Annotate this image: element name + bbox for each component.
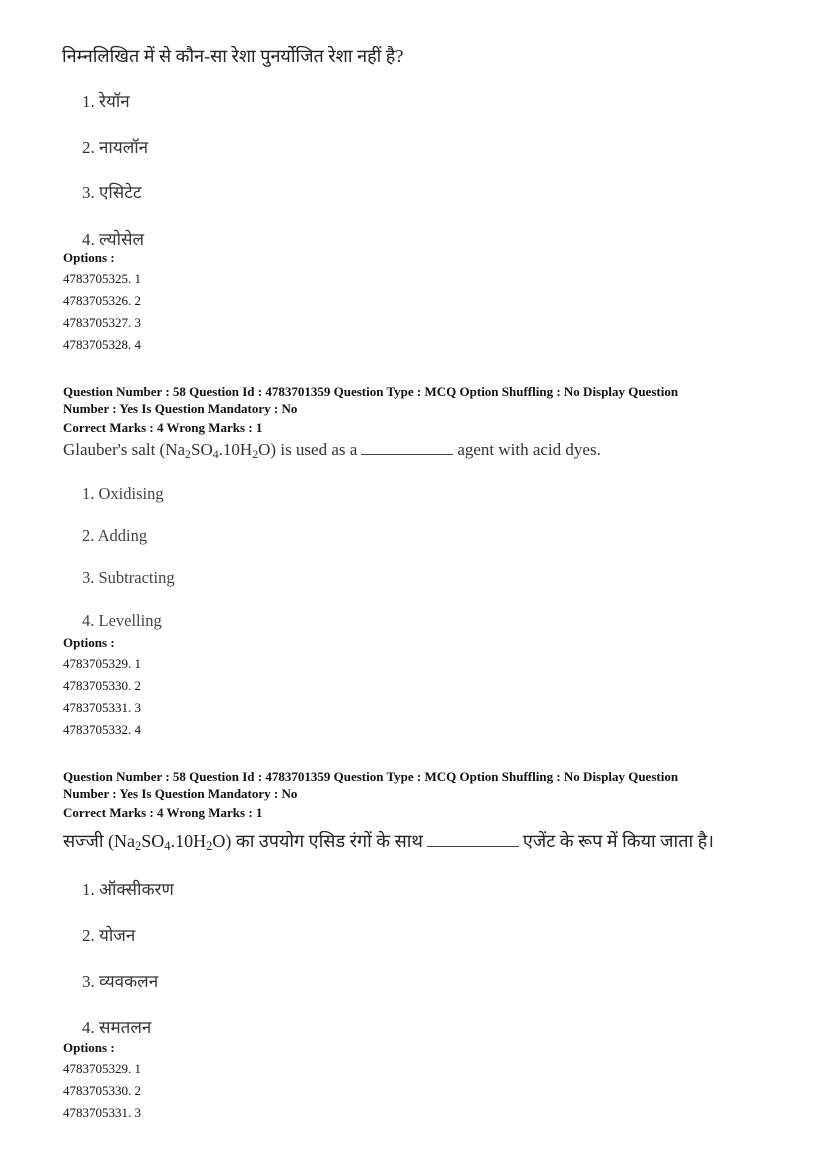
choice-2: 2. Adding (82, 526, 148, 545)
blank-line (427, 834, 519, 847)
question-text-hindi-2: सज्जी $(Na_2SO_4.10H_2O)$ का उपयोग एसिड रंगों के साथ एजेंट के रूप में किया जाता है। (63, 831, 714, 853)
choice-3: 3. Subtracting (82, 568, 175, 587)
blank-line (361, 442, 453, 455)
marks-line: Correct Marks : 4 Wrong Marks : 1 (63, 420, 263, 435)
option-id: 4783705325. 1 (63, 271, 141, 286)
question-text-english: Glauber's salt $(Na_2SO_4.10H_2O)$ is used as a agent with acid dyes. (63, 440, 601, 461)
choice-2: 2. योजन (82, 926, 136, 945)
marks-line: Correct Marks : 4 Wrong Marks : 1 (63, 805, 263, 820)
option-id: 4783705332. 4 (63, 722, 141, 737)
choice-3: 3. व्यवकलन (82, 972, 159, 991)
option-id: 4783705330. 2 (63, 678, 141, 693)
choice-4: 4. Levelling (82, 611, 162, 630)
option-id: 4783705329. 1 (63, 656, 141, 671)
option-id: 4783705329. 1 (63, 1061, 141, 1076)
choice-2: 2. नायलॉन (82, 138, 149, 157)
choice-4: 4. समतलन (82, 1018, 152, 1037)
options-label: Options : (63, 250, 115, 265)
options-label: Options : (63, 1040, 115, 1055)
option-id: 4783705328. 4 (63, 337, 141, 352)
choice-1: 1. Oxidising (82, 484, 164, 503)
option-id: 4783705331. 3 (63, 1105, 141, 1120)
question-meta: Number : Yes Is Question Mandatory : No (63, 401, 298, 416)
option-id: 4783705327. 3 (63, 315, 141, 330)
choice-1: 1. रेयॉन (82, 92, 130, 111)
question-meta: Question Number : 58 Question Id : 4783701359 Question Type : MCQ Option Shuffling : No Display Question (63, 384, 679, 399)
question-meta: Question Number : 58 Question Id : 4783701359 Question Type : MCQ Option Shuffling : No Display Question (63, 769, 679, 784)
choice-4: 4. ल्योसेल (82, 230, 145, 249)
choice-1: 1. ऑक्सीकरण (82, 880, 174, 899)
choice-3: 3. एसिटेट (82, 183, 142, 202)
question-meta: Number : Yes Is Question Mandatory : No (63, 786, 298, 801)
option-id: 4783705330. 2 (63, 1083, 141, 1098)
option-id: 4783705326. 2 (63, 293, 141, 308)
option-id: 4783705331. 3 (63, 700, 141, 715)
question-text-hindi-1: निम्नलिखित में से कौन-सा रेशा पुनर्योजित रेशा नहीं है? (62, 46, 404, 66)
options-label: Options : (63, 635, 115, 650)
